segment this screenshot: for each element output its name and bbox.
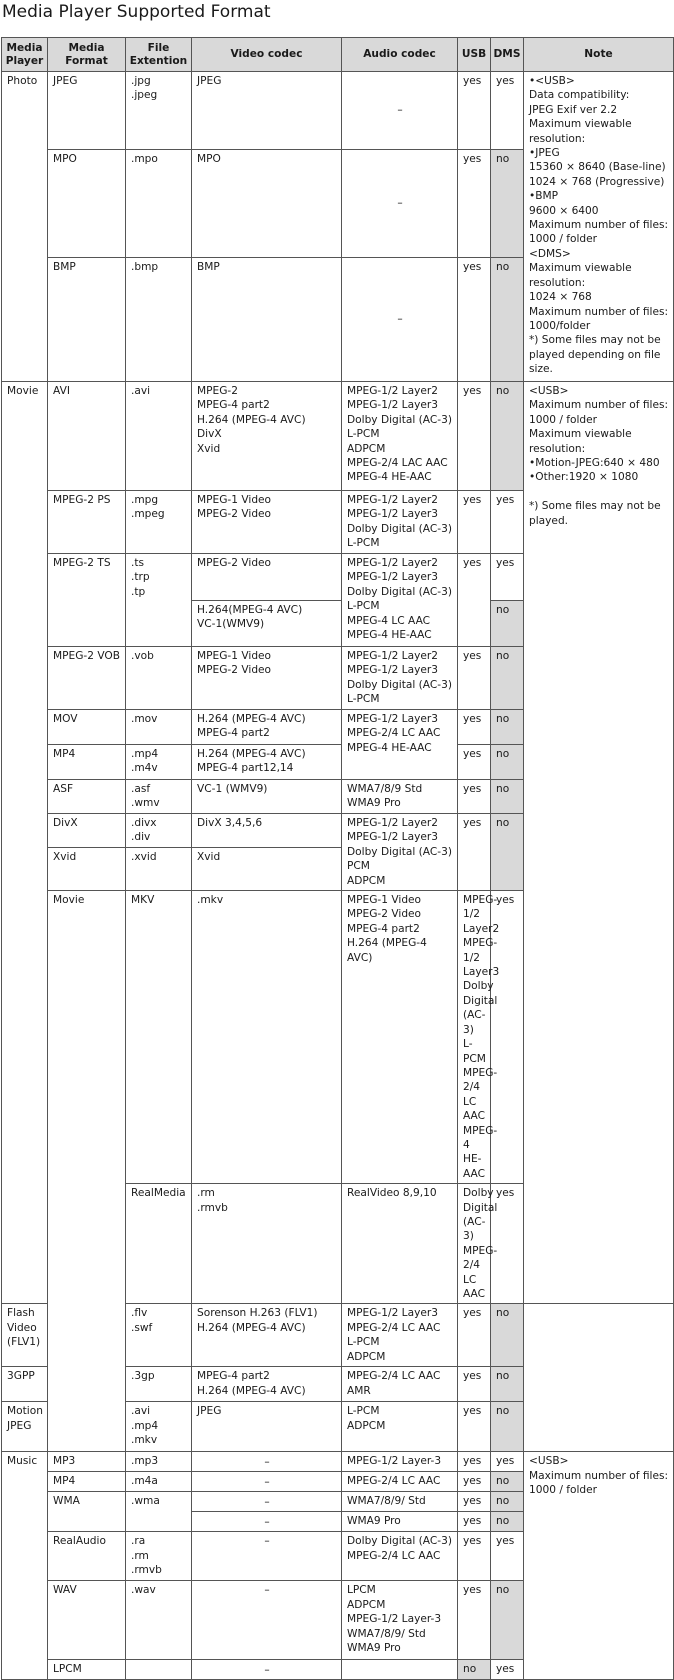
usb-cell: yes: [458, 1581, 491, 1660]
usb-cell: yes: [458, 1532, 491, 1581]
header-format: Media Format: [48, 38, 126, 72]
dms-cell: no: [491, 258, 524, 382]
usb-cell: yes: [458, 1402, 491, 1452]
format-cell: MPEG-2 PS: [48, 491, 126, 554]
audio-cell: –: [342, 150, 458, 258]
header-dms: DMS: [491, 38, 524, 72]
usb-cell: no: [458, 1660, 491, 1680]
dms-cell: no: [491, 601, 524, 647]
dms-cell: yes: [491, 72, 524, 150]
audio-cell: MPEG-1/2 Layer3 MPEG-2/4 LC AAC L-PCM ADPCM: [342, 1304, 458, 1367]
usb-cell: yes: [458, 382, 491, 491]
dms-cell: yes: [491, 491, 524, 554]
video-cell: H.264(MPEG-4 AVC) VC-1(WMV9): [192, 601, 342, 647]
usb-cell: yes: [458, 554, 491, 647]
video-cell: JPEG: [192, 1402, 342, 1452]
dms-cell: no: [491, 1512, 524, 1532]
format-cell: MPEG-2 VOB: [48, 647, 126, 710]
video-cell: –: [192, 1492, 342, 1512]
video-cell: –: [192, 1452, 342, 1472]
audio-cell: Dolby Digital (AC-3) MPEG-2/4 LC AAC: [342, 1532, 458, 1581]
header-player: Media Player: [2, 38, 48, 72]
format-cell: Flash Video (FLV1): [2, 1304, 48, 1367]
audio-cell: MPEG-1/2 Layer2 MPEG-1/2 Layer3 Dolby Digital (AC-3) L-PCM MPEG-2/4 LC AAC MPEG-4 HE-AAC: [458, 891, 491, 1184]
ext-cell: .mp3: [126, 1452, 192, 1472]
ext-cell: .mkv: [192, 891, 342, 1184]
format-table: [1, 37, 674, 1680]
usb-cell: yes: [458, 72, 491, 150]
audio-cell: WMA7/8/9 Std WMA9 Pro: [342, 780, 458, 814]
format-cell: Xvid: [48, 848, 126, 891]
usb-cell: yes: [458, 780, 491, 814]
audio-cell: Dolby Digital (AC-3) MPEG-2/4 LC AAC: [458, 1184, 491, 1304]
ext-cell: .wma: [126, 1492, 192, 1532]
video-cell: –: [192, 1581, 342, 1660]
usb-cell: yes: [458, 258, 491, 382]
header-usb: USB: [458, 38, 491, 72]
ext-cell: .ra .rm .rmvb: [126, 1532, 192, 1581]
audio-cell: MPEG-1/2 Layer2 MPEG-1/2 Layer3 Dolby Digital (AC-3) PCM ADPCM: [342, 814, 458, 891]
player-movie: Movie: [2, 382, 48, 1304]
format-cell: MKV: [126, 891, 192, 1184]
format-cell: WMA: [48, 1492, 126, 1532]
ext-cell: .3gp: [126, 1367, 192, 1402]
ext-cell: .avi: [126, 382, 192, 491]
ext-cell: .xvid: [126, 848, 192, 891]
dms-cell: yes: [491, 1660, 524, 1680]
dms-cell: yes: [491, 554, 524, 601]
dms-cell: no: [491, 382, 524, 491]
ext-cell: .bmp: [126, 258, 192, 382]
header-ext: File Extention: [126, 38, 192, 72]
ext-cell: .avi .mp4 .mkv: [126, 1402, 192, 1452]
note-movie: <USB> Maximum number of files: 1000 / folder Maximum viewable resolution: •Motion-JPEG:640 × 480 •Other:1920 × 1080 *) Some files may not be played.: [524, 382, 674, 1304]
dms-cell: no: [491, 1304, 524, 1367]
audio-cell: MPEG-1/2 Layer2 MPEG-1/2 Layer3 Dolby Digital (AC-3) L-PCM: [342, 491, 458, 554]
dms-cell: no: [491, 1581, 524, 1660]
dms-cell: no: [491, 1402, 524, 1452]
ext-cell: .mov: [126, 710, 192, 745]
format-cell: BMP: [48, 258, 126, 382]
usb-cell: yes: [458, 150, 491, 258]
dms-cell: no: [491, 1367, 524, 1402]
video-cell: BMP: [192, 258, 342, 382]
format-cell: MP4: [48, 1472, 126, 1492]
dms-cell: no: [491, 780, 524, 814]
ext-cell: .m4a: [126, 1472, 192, 1492]
table-row: [2, 1452, 674, 1472]
player-photo: Photo: [2, 72, 48, 382]
format-cell: MPEG-2 TS: [48, 554, 126, 647]
note-photo: •<USB> Data compatibility: JPEG Exif ver 2.2 Maximum viewable resolution: •JPEG 15360 × 8640 (Base-line) 1024 × 768 (Progressive) •BMP 9600 × 6400 Maximum number of files: 1000 / folder <DMS> Maximum viewable resolution: 1024 × 768 Maximum number of files: 1000/folder *) Some files may not be played depending on file size.: [524, 72, 674, 382]
video-cell: MPEG-1 Video MPEG-2 Video: [192, 647, 342, 710]
ext-cell: .mp4 .m4v: [126, 745, 192, 780]
format-cell: RealAudio: [48, 1532, 126, 1581]
ext-cell: .mpg .mpeg: [126, 491, 192, 554]
audio-cell: MPEG-1/2 Layer3 MPEG-2/4 LC AAC MPEG-4 HE-AAC: [342, 710, 458, 780]
ext-cell: .flv .swf: [126, 1304, 192, 1367]
usb-cell: yes: [458, 1492, 491, 1512]
video-cell: MPEG-2 Video: [192, 554, 342, 601]
header-audio: Audio codec: [342, 38, 458, 72]
video-cell: MPEG-1 Video MPEG-2 Video MPEG-4 part2 H.264 (MPEG-4 AVC): [342, 891, 458, 1184]
video-cell: JPEG: [192, 72, 342, 150]
video-cell: DivX 3,4,5,6: [192, 814, 342, 848]
player-movie-2: Movie: [48, 891, 126, 1452]
format-cell: MPO: [48, 150, 126, 258]
usb-cell: yes: [458, 491, 491, 554]
video-cell: –: [192, 1532, 342, 1581]
audio-cell: LPCM ADPCM MPEG-1/2 Layer-3 WMA7/8/9/ Std WMA9 Pro: [342, 1581, 458, 1660]
format-cell: MP3: [48, 1452, 126, 1472]
video-cell: MPEG-1 Video MPEG-2 Video: [192, 491, 342, 554]
dms-cell: no: [491, 647, 524, 710]
header-video: Video codec: [192, 38, 342, 72]
ext-cell: .wav: [126, 1581, 192, 1660]
table-row: [2, 72, 674, 150]
video-cell: MPO: [192, 150, 342, 258]
ext-cell: .mpo: [126, 150, 192, 258]
ext-cell: [126, 1660, 192, 1680]
usb-cell: yes: [458, 710, 491, 745]
audio-cell: L-PCM ADPCM: [342, 1402, 458, 1452]
usb-cell: yes: [491, 891, 524, 1184]
audio-cell: WMA7/8/9/ Std: [342, 1492, 458, 1512]
format-cell: ASF: [48, 780, 126, 814]
audio-cell: –: [342, 72, 458, 150]
audio-cell: MPEG-2/4 LC AAC: [342, 1472, 458, 1492]
usb-cell: yes: [458, 1452, 491, 1472]
video-cell: MPEG-2 MPEG-4 part2 H.264 (MPEG-4 AVC) DivX Xvid: [192, 382, 342, 491]
usb-cell: yes: [458, 745, 491, 780]
header-note: Note: [524, 38, 674, 72]
video-cell: Xvid: [192, 848, 342, 891]
format-cell: AVI: [48, 382, 126, 491]
video-cell: VC-1 (WMV9): [192, 780, 342, 814]
format-cell: JPEG: [48, 72, 126, 150]
dms-cell: no: [491, 814, 524, 891]
ext-cell: .rm .rmvb: [192, 1184, 342, 1304]
ext-cell: .divx .div: [126, 814, 192, 848]
usb-cell: yes: [458, 1304, 491, 1367]
usb-cell: yes: [458, 1512, 491, 1532]
ext-cell: .ts .trp .tp: [126, 554, 192, 647]
video-cell: RealVideo 8,9,10: [342, 1184, 458, 1304]
page-title: Media Player Supported Format: [2, 2, 271, 22]
usb-cell: yes: [491, 1184, 524, 1304]
video-cell: –: [192, 1512, 342, 1532]
usb-cell: yes: [458, 814, 491, 891]
ext-cell: .vob: [126, 647, 192, 710]
ext-cell: .jpg .jpeg: [126, 72, 192, 150]
format-cell: RealMedia: [126, 1184, 192, 1304]
audio-cell: MPEG-1/2 Layer2 MPEG-1/2 Layer3 Dolby Digital (AC-3) L-PCM: [342, 647, 458, 710]
dms-cell: no: [491, 1472, 524, 1492]
dms-cell: yes: [491, 1532, 524, 1581]
video-cell: –: [192, 1472, 342, 1492]
audio-cell: MPEG-1/2 Layer-3: [342, 1452, 458, 1472]
note-music: <USB> Maximum number of files: 1000 / folder: [524, 1452, 674, 1680]
audio-cell: MPEG-1/2 Layer2 MPEG-1/2 Layer3 Dolby Digital (AC-3) L-PCM MPEG-4 LC AAC MPEG-4 HE-AAC: [342, 554, 458, 647]
audio-cell: MPEG-1/2 Layer2 MPEG-1/2 Layer3 Dolby Digital (AC-3) L-PCM ADPCM MPEG-2/4 LAC AAC MPEG-4 HE-AAC: [342, 382, 458, 491]
video-cell: Sorenson H.263 (FLV1) H.264 (MPEG-4 AVC): [192, 1304, 342, 1367]
format-cell: WAV: [48, 1581, 126, 1660]
dms-cell: no: [491, 150, 524, 258]
format-cell: MP4: [48, 745, 126, 780]
dms-cell: yes: [491, 1452, 524, 1472]
video-cell: MPEG-4 part2 H.264 (MPEG-4 AVC): [192, 1367, 342, 1402]
video-cell: H.264 (MPEG-4 AVC) MPEG-4 part2: [192, 710, 342, 745]
dms-cell: no: [491, 710, 524, 745]
header-row: [2, 38, 674, 72]
audio-cell: WMA9 Pro: [342, 1512, 458, 1532]
usb-cell: yes: [458, 647, 491, 710]
dms-cell: no: [491, 745, 524, 780]
usb-cell: yes: [458, 1472, 491, 1492]
usb-cell: yes: [458, 1367, 491, 1402]
format-cell: LPCM: [48, 1660, 126, 1680]
ext-cell: .asf .wmv: [126, 780, 192, 814]
audio-cell: MPEG-2/4 LC AAC AMR: [342, 1367, 458, 1402]
player-music: Music: [2, 1452, 48, 1680]
audio-cell: [342, 1660, 458, 1680]
table-row: [2, 382, 674, 491]
format-cell: MOV: [48, 710, 126, 745]
video-cell: –: [192, 1660, 342, 1680]
audio-cell: –: [342, 258, 458, 382]
format-cell: DivX: [48, 814, 126, 848]
dms-cell: no: [491, 1492, 524, 1512]
format-cell: 3GPP: [2, 1367, 48, 1402]
video-cell: H.264 (MPEG-4 AVC) MPEG-4 part12,14: [192, 745, 342, 780]
format-cell: Motion JPEG: [2, 1402, 48, 1452]
